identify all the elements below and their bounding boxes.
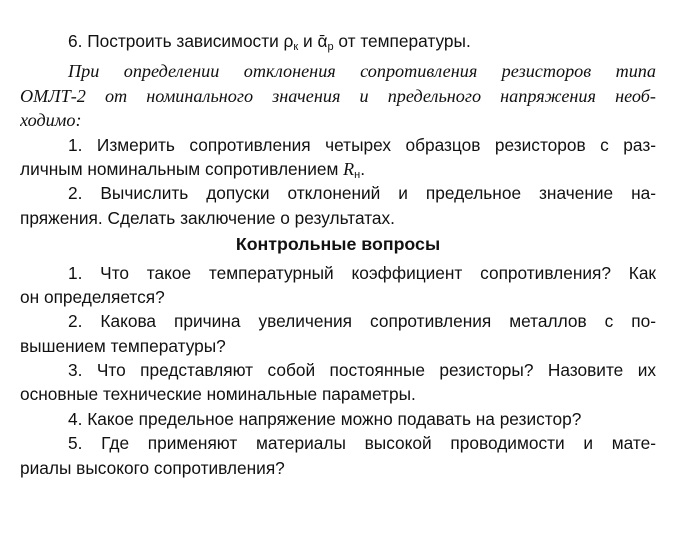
rn-subscript: н — [354, 168, 361, 181]
step-2-line-2: пряжения. Сделать заключение о результатах. — [20, 207, 395, 228]
rho-subscript: к — [293, 41, 299, 53]
question-5-line-2: риалы высокого сопротивления? — [20, 457, 285, 478]
question-1-line-2: он определяется? — [20, 286, 165, 307]
intro-line-1: При определении отклонения сопротивления резисторов типа — [68, 61, 656, 82]
task-6-line — [20, 29, 656, 53]
task-6-mid: и ᾱ — [298, 31, 328, 51]
question-3-line-1: 3. Что представляют собой постоянные резисторы? Назовите их — [68, 360, 656, 381]
question-5-line-1: 5. Где применяют материалы высокой проводимости и мате- — [68, 433, 656, 454]
step-1-line-2 — [20, 157, 656, 181]
document-page — [20, 29, 656, 480]
step-1-line-1: 1. Измерить сопротивления четырех образцов резисторов с раз- — [68, 134, 656, 155]
rn-symbol: R — [343, 158, 355, 179]
task-6-text: 6. Построить зависимости ρ — [68, 31, 294, 51]
question-3-line-2: основные технические номинальные параметры. — [20, 384, 416, 405]
task-6-tail: от температуры. — [333, 31, 471, 51]
intro-line-2: ОМЛТ-2 от номинального значения и предельного напряжения необ- — [20, 85, 656, 106]
intro-line-3: ходимо: — [20, 110, 82, 131]
step-2-line-1: 2. Вычислить допуски отклонений и предельное значение на- — [68, 183, 656, 204]
question-2-line-1: 2. Какова причина увеличения сопротивления металлов с по- — [68, 311, 656, 332]
section-heading: Контрольные вопросы — [235, 234, 441, 255]
alpha-subscript: р — [327, 41, 334, 53]
question-1-line-1: 1. Что такое температурный коэффициент сопротивления? Как — [68, 262, 656, 283]
question-2-line-2: вышением температуры? — [20, 335, 226, 356]
step-1-end: . — [360, 158, 366, 179]
question-4-line-1: 4. Какое предельное напряжение можно подавать на резистор? — [68, 408, 582, 429]
step-1-text: личным номинальным сопротивлением — [20, 158, 344, 179]
